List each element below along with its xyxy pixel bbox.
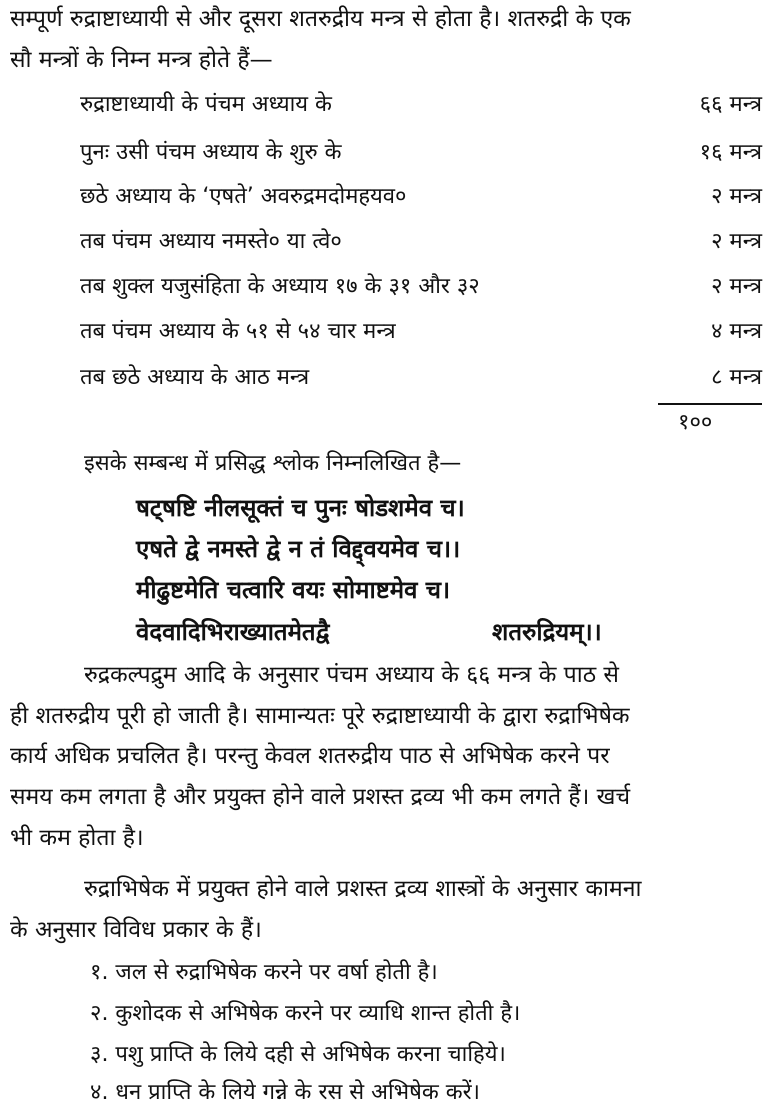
mantra-row-count: १६ मन्त्र [699,140,762,165]
shloka-intro: इसके सम्बन्ध में प्रसिद्ध श्लोक निम्नलिखित है— [84,451,462,476]
intro-line-2: सौ मन्त्रों के निम्न मन्त्र होते हैं— [10,47,273,73]
paragraph-1-line-5: भी कम होता है। [10,825,144,851]
intro-line-1: सम्पूर्ण रुद्राष्टाध्यायी से और दूसरा शतरुद्रीय मन्त्र से होता है। शतरुद्री के एक [10,6,631,32]
mantra-row [80,361,762,395]
paragraph-2-line-2: के अनुसार विविध प्रकार के हैं। [10,917,262,943]
total-divider [658,403,762,405]
paragraph-1-line-3: कार्य अधिक प्रचलित है। परन्तु केवल शतरुद्रीय पाठ से अभिषेक करने पर [10,743,610,769]
mantra-row-desc: तब पंचम अध्याय नमस्ते० या त्वे० [80,229,342,254]
mantra-row-count: २ मन्त्र [711,274,762,299]
mantra-row-count: २ मन्त्र [711,229,762,254]
mantra-row-count: ४ मन्त्र [711,319,762,344]
mantra-row-desc: तब छठे अध्याय के आठ मन्त्र [80,365,310,390]
list-item: ३. पशु प्राप्ति के लिये दही से अभिषेक करना चाहिये। [90,1042,506,1067]
paragraph-2-line-1: रुद्राभिषेक में प्रयुक्त होने वाले प्रशस्त द्रव्य शास्त्रों के अनुसार कामना [84,876,642,902]
mantra-row [80,180,762,214]
mantra-row [80,315,762,349]
paragraph-1-line-1: रुद्रकल्पद्रुम आदि के अनुसार पंचम अध्याय के ६६ मन्त्र के पाठ से [84,662,619,688]
mantra-row [80,88,762,122]
mantra-row [80,225,762,259]
paragraph-1-line-2: ही शतरुद्रीय पूरी हो जाती है। सामान्यतः पूरे रुद्राष्टाध्यायी के द्वारा रुद्राभिषेक [10,703,630,729]
mantra-row [80,270,762,304]
mantra-total: १०० [678,410,713,435]
shloka-verse-4-second: शतरुद्रियम्।। [492,618,602,646]
mantra-row-count: ६६ मन्त्र [699,92,762,117]
mantra-row-desc: छठे अध्याय के ‘एषते’ अवरुद्रमदोमहयव० [80,184,407,209]
mantra-row-desc: तब पंचम अध्याय के ५१ से ५४ चार मन्त्र [80,319,396,344]
mantra-row [80,136,762,170]
shloka-verse-3: मीढुष्टमेति चत्वारि वयः सोमाष्टमेव च। [136,576,451,604]
list-item: १. जल से रुद्राभिषेक करने पर वर्षा होती है। [90,960,438,985]
shloka-verse-4-first: वेदवादिभिराख्यातमेतद्वै [136,618,330,646]
mantra-row-desc: तब शुक्ल यजुसंहिता के अध्याय १७ के ३१ और ३२ [80,274,480,299]
shloka-verse-2: एषते द्वे नमस्ते द्वे न तं विद्द्वयमेव च।। [136,535,461,563]
mantra-row-count: ८ मन्त्र [711,365,762,390]
mantra-row-count: २ मन्त्र [711,184,762,209]
list-item: २. कुशोदक से अभिषेक करने पर व्याधि शान्त होती है। [90,1001,521,1026]
paragraph-1-line-4: समय कम लगता है और प्रयुक्त होने वाले प्रशस्त द्रव्य भी कम लगते हैं। खर्च [10,784,631,810]
shloka-verse-1: षट्षष्टि नीलसूक्तं च पुनः षोडशमेव च। [136,494,465,522]
list-item: ४. धन प्राप्ति के लिये गन्ने के रस से अभिषेक करें। [90,1080,480,1105]
mantra-row-desc: रुद्राष्टाध्यायी के पंचम अध्याय के [80,92,332,117]
mantra-row-desc: पुनः उसी पंचम अध्याय के शुरु के [80,140,342,165]
